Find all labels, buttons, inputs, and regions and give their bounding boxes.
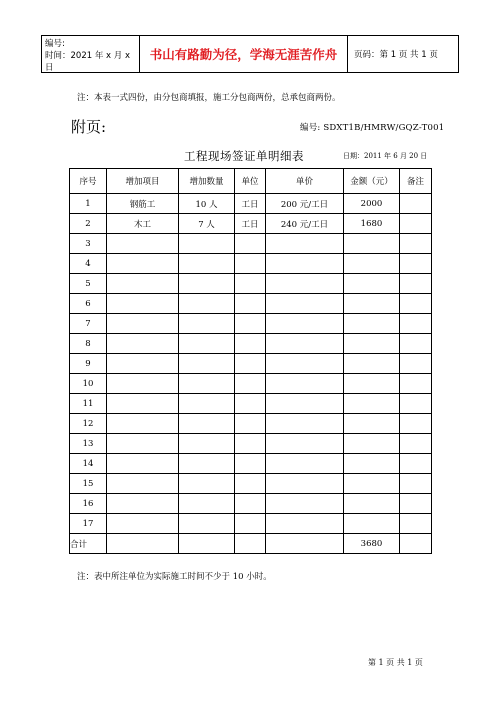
table-row	[70, 454, 432, 474]
cell-remark	[400, 274, 432, 294]
cell-item	[107, 374, 179, 394]
cell-item	[107, 254, 179, 274]
cell-price	[266, 234, 344, 254]
cell-amount	[344, 334, 400, 354]
cell-price	[266, 314, 344, 334]
cell-remark	[400, 254, 432, 274]
col-header-index: 序号	[70, 169, 107, 194]
cell-unit: 工日	[235, 194, 266, 214]
cell-amount	[344, 374, 400, 394]
cell-price	[266, 274, 344, 294]
detail-table	[69, 168, 432, 554]
col-header-amount: 金额（元）	[344, 169, 400, 194]
cell-remark	[400, 414, 432, 434]
cell-index: 4	[70, 254, 107, 274]
cell-quantity: 7 人	[179, 214, 235, 234]
cell-price	[266, 394, 344, 414]
cell-amount	[344, 494, 400, 514]
cell-amount	[344, 294, 400, 314]
cell-amount	[344, 514, 400, 534]
cell-index: 3	[70, 234, 107, 254]
cell-index: 13	[70, 434, 107, 454]
cell-quantity	[179, 414, 235, 434]
cell-amount	[344, 254, 400, 274]
total-cell	[266, 534, 344, 554]
cell-remark	[400, 294, 432, 314]
cell-unit	[235, 314, 266, 334]
cell-quantity	[179, 374, 235, 394]
cell-amount	[344, 354, 400, 374]
cell-remark	[400, 194, 432, 214]
cell-amount	[344, 474, 400, 494]
table-row	[70, 234, 432, 254]
cell-quantity	[179, 294, 235, 314]
total-row	[70, 534, 432, 554]
cell-unit	[235, 394, 266, 414]
cell-price	[266, 254, 344, 274]
cell-quantity	[179, 314, 235, 334]
document-code: 编号: SDXT1B/HMRW/GQZ-T001	[300, 123, 445, 133]
table-row	[70, 314, 432, 334]
cell-price	[266, 374, 344, 394]
cell-remark	[400, 214, 432, 234]
cell-unit	[235, 254, 266, 274]
cell-index: 12	[70, 414, 107, 434]
total-cell	[400, 534, 432, 554]
cell-amount	[344, 274, 400, 294]
cell-index: 10	[70, 374, 107, 394]
col-header-item: 增加项目	[107, 169, 179, 194]
cell-index: 9	[70, 354, 107, 374]
cell-item: 钢筋工	[107, 194, 179, 214]
cell-remark	[400, 494, 432, 514]
total-cell	[179, 534, 235, 554]
cell-item	[107, 394, 179, 414]
cell-unit	[235, 514, 266, 534]
cell-item	[107, 274, 179, 294]
cell-remark	[400, 454, 432, 474]
total-label: 合计	[70, 534, 107, 554]
table-row	[70, 494, 432, 514]
table-row	[70, 414, 432, 434]
table-row	[70, 514, 432, 534]
cell-unit	[235, 274, 266, 294]
header-number-label: 编号:	[45, 39, 65, 49]
cell-quantity	[179, 354, 235, 374]
col-header-unit: 单位	[235, 169, 266, 194]
cell-price: 200 元/工日	[266, 194, 344, 214]
cell-quantity	[179, 494, 235, 514]
cell-amount	[344, 434, 400, 454]
cell-unit	[235, 414, 266, 434]
cell-remark	[400, 434, 432, 454]
cell-item	[107, 354, 179, 374]
appendix-label: 附页:	[71, 118, 107, 136]
cell-index: 5	[70, 274, 107, 294]
cell-item	[107, 494, 179, 514]
cell-amount	[344, 414, 400, 434]
cell-quantity	[179, 334, 235, 354]
table-row	[70, 254, 432, 274]
cell-unit	[235, 374, 266, 394]
cell-price	[266, 454, 344, 474]
cell-unit	[235, 454, 266, 474]
total-amount: 3680	[344, 534, 400, 554]
cell-remark	[400, 394, 432, 414]
table-row	[70, 374, 432, 394]
cell-remark	[400, 334, 432, 354]
cell-item	[107, 434, 179, 454]
cell-amount: 1680	[344, 214, 400, 234]
cell-amount: 2000	[344, 194, 400, 214]
cell-amount	[344, 234, 400, 254]
note-bottom: 注：表中所注单位为实际施工时间不少于 10 小时。	[77, 572, 272, 582]
header-page-label: 页码：第 1 页 共 1 页	[354, 50, 438, 60]
header-motto: 书山有路勤为径，学海无涯苦作舟	[140, 36, 348, 72]
table-row	[70, 474, 432, 494]
cell-price	[266, 494, 344, 514]
col-header-remark: 备注	[400, 169, 432, 194]
cell-item	[107, 334, 179, 354]
total-cell	[235, 534, 266, 554]
table-header-row	[70, 169, 432, 194]
header-meta	[42, 36, 140, 72]
table-row	[70, 354, 432, 374]
table-row	[70, 334, 432, 354]
cell-index: 14	[70, 454, 107, 474]
cell-unit	[235, 294, 266, 314]
total-cell	[107, 534, 179, 554]
cell-amount	[344, 314, 400, 334]
cell-index: 2	[70, 214, 107, 234]
cell-remark	[400, 514, 432, 534]
cell-item: 木工	[107, 214, 179, 234]
table-row	[70, 214, 432, 234]
cell-price	[266, 514, 344, 534]
cell-quantity: 10 人	[179, 194, 235, 214]
table-row	[70, 294, 432, 314]
cell-unit	[235, 434, 266, 454]
cell-index: 1	[70, 194, 107, 214]
cell-unit	[235, 334, 266, 354]
cell-item	[107, 314, 179, 334]
table-date: 日期：2011 年 6 月 20 日	[343, 152, 428, 160]
cell-unit	[235, 234, 266, 254]
cell-remark	[400, 234, 432, 254]
cell-price: 240 元/工日	[266, 214, 344, 234]
table-title: 工程现场签证单明细表	[184, 149, 304, 163]
cell-quantity	[179, 234, 235, 254]
table-row	[70, 274, 432, 294]
col-header-quantity: 增加数量	[179, 169, 235, 194]
cell-index: 11	[70, 394, 107, 414]
cell-item	[107, 414, 179, 434]
cell-quantity	[179, 434, 235, 454]
cell-unit	[235, 494, 266, 514]
cell-quantity	[179, 394, 235, 414]
cell-index: 17	[70, 514, 107, 534]
cell-item	[107, 474, 179, 494]
cell-price	[266, 354, 344, 374]
cell-price	[266, 294, 344, 314]
cell-remark	[400, 374, 432, 394]
cell-index: 15	[70, 474, 107, 494]
table-row	[70, 434, 432, 454]
cell-unit: 工日	[235, 214, 266, 234]
cell-quantity	[179, 254, 235, 274]
cell-unit	[235, 354, 266, 374]
cell-item	[107, 454, 179, 474]
cell-index: 6	[70, 294, 107, 314]
cell-item	[107, 234, 179, 254]
cell-quantity	[179, 514, 235, 534]
cell-price	[266, 434, 344, 454]
cell-remark	[400, 354, 432, 374]
cell-remark	[400, 474, 432, 494]
page-footer: 第 1 页 共 1 页	[368, 658, 423, 667]
cell-price	[266, 414, 344, 434]
cell-index: 7	[70, 314, 107, 334]
col-header-price: 单价	[266, 169, 344, 194]
cell-amount	[344, 454, 400, 474]
cell-remark	[400, 314, 432, 334]
cell-unit	[235, 474, 266, 494]
cell-index: 8	[70, 334, 107, 354]
cell-quantity	[179, 474, 235, 494]
table-row	[70, 394, 432, 414]
cell-amount	[344, 394, 400, 414]
header-time-label: 时间：2021 年 x 月 x 日	[45, 51, 131, 73]
cell-price	[266, 474, 344, 494]
cell-item	[107, 514, 179, 534]
cell-item	[107, 294, 179, 314]
cell-index: 16	[70, 494, 107, 514]
table-row	[70, 194, 432, 214]
cell-price	[266, 334, 344, 354]
cell-quantity	[179, 274, 235, 294]
note-top: 注：本表一式四份，由分包商填报，施工分包商两份，总承包商两份。	[77, 93, 341, 103]
cell-quantity	[179, 454, 235, 474]
page-header	[41, 35, 459, 73]
